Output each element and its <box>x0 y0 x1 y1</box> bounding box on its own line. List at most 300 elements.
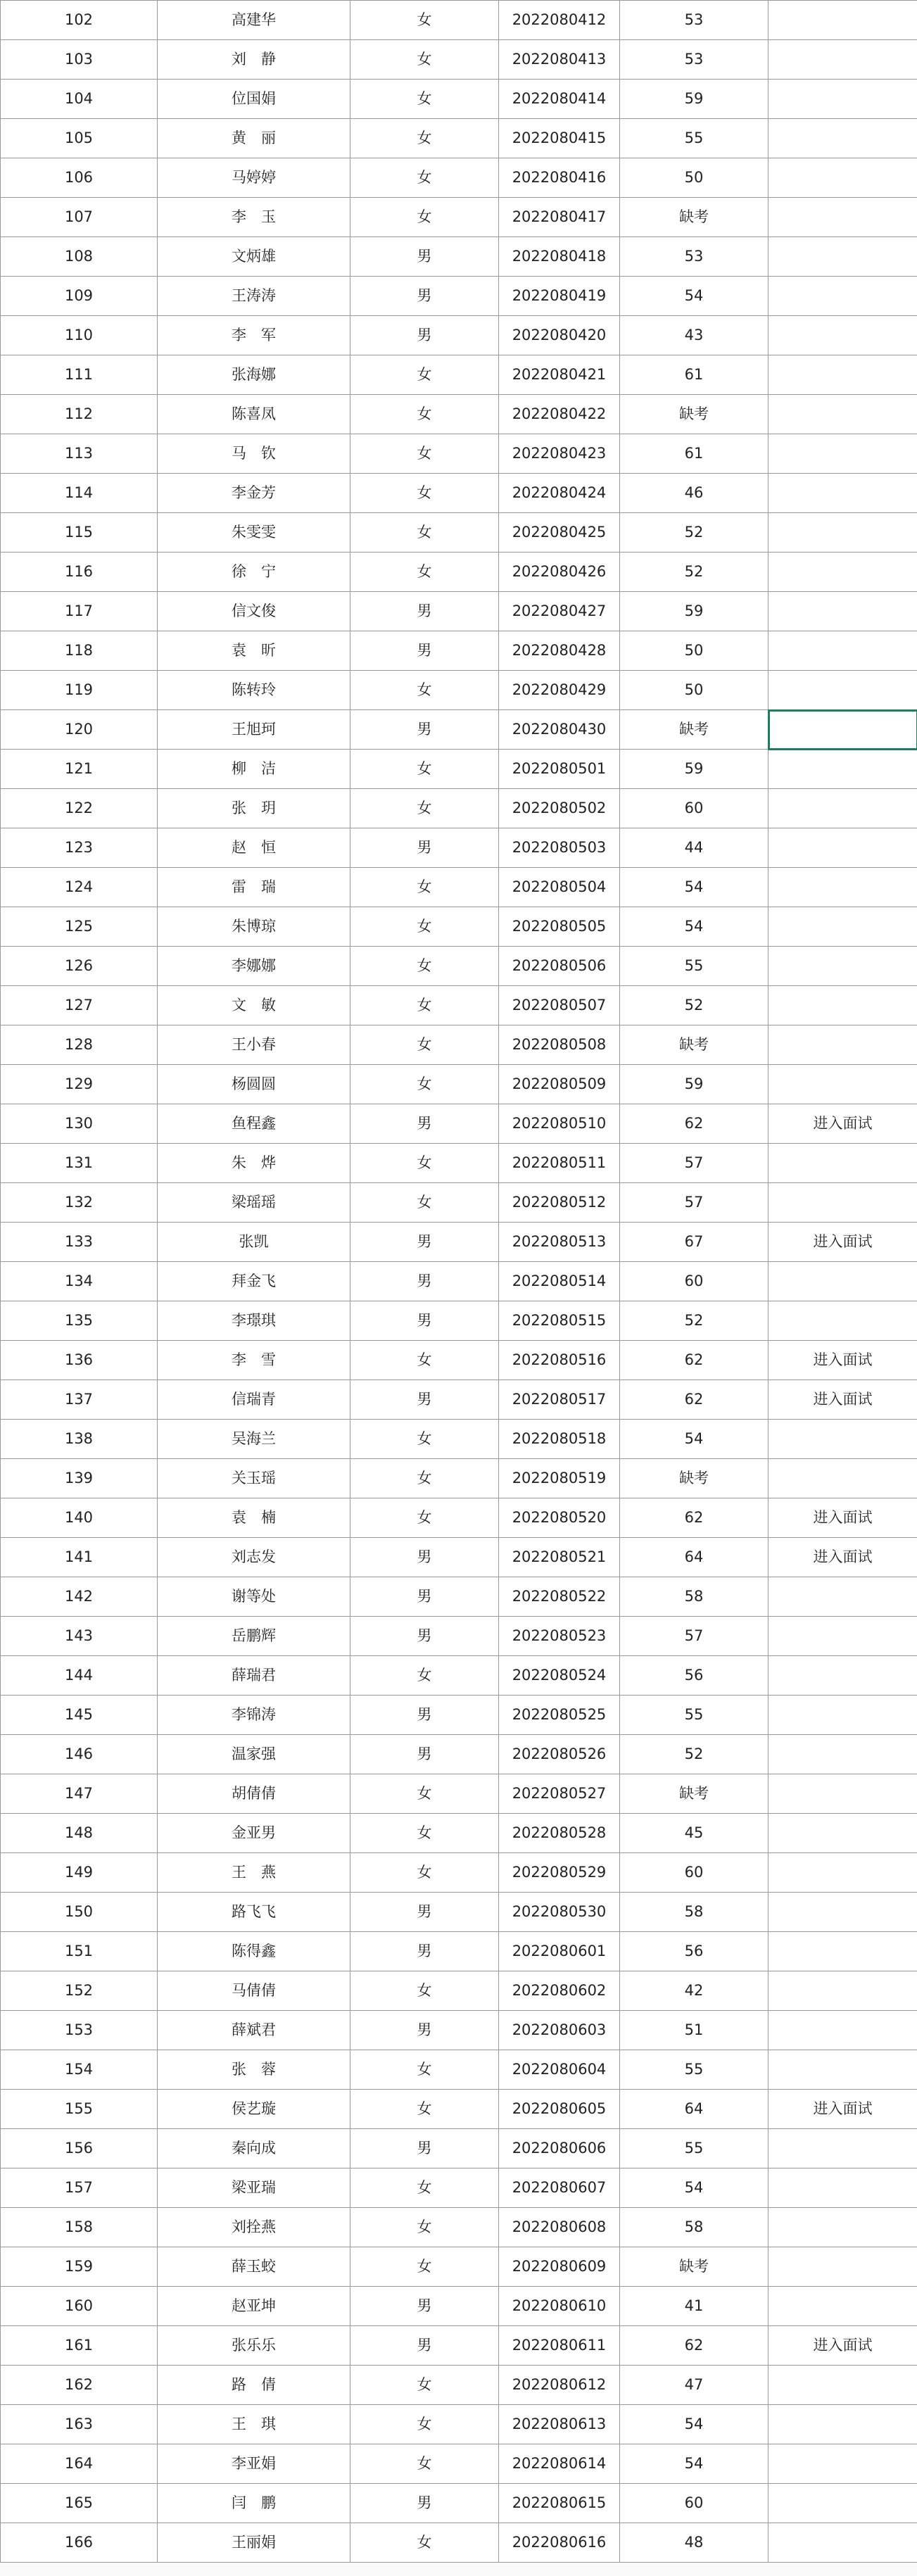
exam-number-cell[interactable]: 2022080528 <box>499 1814 620 1853</box>
gender-cell[interactable]: 女 <box>350 2090 499 2129</box>
exam-number-cell[interactable]: 2022080610 <box>499 2287 620 2326</box>
name-cell[interactable]: 张海娜 <box>158 355 350 395</box>
exam-number-cell[interactable]: 2022080424 <box>499 474 620 513</box>
score-cell[interactable]: 54 <box>620 868 769 907</box>
seq-cell[interactable]: 114 <box>1 474 158 513</box>
exam-number-cell[interactable]: 2022080603 <box>499 2011 620 2050</box>
score-cell[interactable]: 52 <box>620 513 769 553</box>
gender-cell[interactable]: 女 <box>350 1341 499 1380</box>
gender-cell[interactable]: 女 <box>350 513 499 553</box>
seq-cell[interactable]: 159 <box>1 2247 158 2287</box>
exam-number-cell[interactable]: 2022080609 <box>499 2247 620 2287</box>
exam-number-cell[interactable]: 2022080426 <box>499 553 620 592</box>
gender-cell[interactable]: 男 <box>350 2484 499 2523</box>
seq-cell[interactable]: 130 <box>1 1104 158 1144</box>
score-cell[interactable]: 62 <box>620 2326 769 2366</box>
seq-cell[interactable]: 143 <box>1 1617 158 1656</box>
seq-cell[interactable]: 112 <box>1 395 158 434</box>
seq-cell[interactable]: 106 <box>1 158 158 198</box>
gender-cell[interactable]: 女 <box>350 789 499 828</box>
score-cell[interactable]: 50 <box>620 631 769 671</box>
gender-cell[interactable]: 女 <box>350 1971 499 2011</box>
exam-number-cell[interactable]: 2022080517 <box>499 1380 620 1420</box>
score-cell[interactable]: 62 <box>620 1380 769 1420</box>
gender-cell[interactable]: 女 <box>350 750 499 789</box>
seq-cell[interactable]: 126 <box>1 947 158 986</box>
score-cell[interactable]: 44 <box>620 828 769 868</box>
remark-cell[interactable] <box>769 198 917 237</box>
name-cell[interactable]: 朱 烨 <box>158 1144 350 1183</box>
gender-cell[interactable]: 女 <box>350 395 499 434</box>
gender-cell[interactable]: 男 <box>350 1577 499 1617</box>
gender-cell[interactable]: 男 <box>350 2326 499 2366</box>
name-cell[interactable]: 袁 楠 <box>158 1498 350 1538</box>
remark-cell[interactable] <box>769 1301 917 1341</box>
name-cell[interactable]: 赵亚坤 <box>158 2287 350 2326</box>
seq-cell[interactable]: 160 <box>1 2287 158 2326</box>
seq-cell[interactable]: 124 <box>1 868 158 907</box>
exam-number-cell[interactable]: 2022080501 <box>499 750 620 789</box>
seq-cell[interactable]: 122 <box>1 789 158 828</box>
remark-cell[interactable] <box>769 2405 917 2444</box>
name-cell[interactable]: 薛瑞君 <box>158 1656 350 1696</box>
gender-cell[interactable]: 女 <box>350 434 499 474</box>
score-cell[interactable]: 42 <box>620 1971 769 2011</box>
gender-cell[interactable]: 男 <box>350 1223 499 1262</box>
name-cell[interactable]: 信瑞青 <box>158 1380 350 1420</box>
score-cell[interactable]: 56 <box>620 1656 769 1696</box>
remark-cell[interactable] <box>769 1065 917 1104</box>
name-cell[interactable]: 胡倩倩 <box>158 1774 350 1814</box>
exam-number-cell[interactable]: 2022080614 <box>499 2444 620 2484</box>
name-cell[interactable]: 岳鹏辉 <box>158 1617 350 1656</box>
name-cell[interactable]: 谢等处 <box>158 1577 350 1617</box>
seq-cell[interactable]: 153 <box>1 2011 158 2050</box>
score-cell[interactable]: 缺考 <box>620 2247 769 2287</box>
remark-cell[interactable] <box>769 2208 917 2247</box>
remark-cell[interactable] <box>769 277 917 316</box>
seq-cell[interactable]: 138 <box>1 1420 158 1459</box>
remark-cell[interactable] <box>769 1617 917 1656</box>
name-cell[interactable]: 徐 宁 <box>158 553 350 592</box>
name-cell[interactable]: 陈转玲 <box>158 671 350 710</box>
remark-cell[interactable] <box>769 316 917 355</box>
remark-cell[interactable] <box>769 40 917 80</box>
seq-cell[interactable]: 123 <box>1 828 158 868</box>
name-cell[interactable]: 王涛涛 <box>158 277 350 316</box>
exam-number-cell[interactable]: 2022080507 <box>499 986 620 1025</box>
remark-cell[interactable] <box>769 2523 917 2563</box>
name-cell[interactable]: 张 蓉 <box>158 2050 350 2090</box>
remark-cell[interactable] <box>769 789 917 828</box>
name-cell[interactable]: 张 玥 <box>158 789 350 828</box>
score-cell[interactable]: 59 <box>620 750 769 789</box>
score-cell[interactable]: 50 <box>620 671 769 710</box>
score-cell[interactable]: 59 <box>620 1065 769 1104</box>
remark-cell[interactable] <box>769 592 917 631</box>
name-cell[interactable]: 闫 鹏 <box>158 2484 350 2523</box>
remark-cell[interactable] <box>769 119 917 158</box>
score-cell[interactable]: 缺考 <box>620 1025 769 1065</box>
exam-number-cell[interactable]: 2022080509 <box>499 1065 620 1104</box>
score-cell[interactable]: 55 <box>620 2129 769 2168</box>
score-cell[interactable]: 58 <box>620 2208 769 2247</box>
remark-cell[interactable] <box>769 1459 917 1498</box>
exam-number-cell[interactable]: 2022080417 <box>499 198 620 237</box>
score-cell[interactable]: 52 <box>620 1301 769 1341</box>
seq-cell[interactable]: 128 <box>1 1025 158 1065</box>
gender-cell[interactable]: 女 <box>350 158 499 198</box>
exam-number-cell[interactable]: 2022080502 <box>499 789 620 828</box>
score-cell[interactable]: 61 <box>620 355 769 395</box>
gender-cell[interactable]: 男 <box>350 1617 499 1656</box>
name-cell[interactable]: 朱雯雯 <box>158 513 350 553</box>
remark-cell[interactable] <box>769 2247 917 2287</box>
remark-cell[interactable] <box>769 158 917 198</box>
name-cell[interactable]: 位国娟 <box>158 80 350 119</box>
remark-cell[interactable] <box>769 947 917 986</box>
remark-cell[interactable] <box>769 1420 917 1459</box>
score-cell[interactable]: 45 <box>620 1814 769 1853</box>
gender-cell[interactable]: 女 <box>350 553 499 592</box>
remark-cell[interactable] <box>769 1971 917 2011</box>
name-cell[interactable]: 关玉瑶 <box>158 1459 350 1498</box>
name-cell[interactable]: 信文俊 <box>158 592 350 631</box>
exam-number-cell[interactable]: 2022080604 <box>499 2050 620 2090</box>
exam-number-cell[interactable]: 2022080612 <box>499 2366 620 2405</box>
exam-number-cell[interactable]: 2022080516 <box>499 1341 620 1380</box>
score-cell[interactable]: 缺考 <box>620 395 769 434</box>
remark-cell[interactable] <box>769 907 917 947</box>
seq-cell[interactable]: 125 <box>1 907 158 947</box>
remark-cell[interactable] <box>769 986 917 1025</box>
score-cell[interactable]: 67 <box>620 1223 769 1262</box>
seq-cell[interactable]: 157 <box>1 2168 158 2208</box>
exam-number-cell[interactable]: 2022080503 <box>499 828 620 868</box>
gender-cell[interactable]: 女 <box>350 474 499 513</box>
seq-cell[interactable]: 110 <box>1 316 158 355</box>
name-cell[interactable]: 梁亚瑞 <box>158 2168 350 2208</box>
name-cell[interactable]: 马倩倩 <box>158 1971 350 2011</box>
exam-number-cell[interactable]: 2022080613 <box>499 2405 620 2444</box>
exam-number-cell[interactable]: 2022080511 <box>499 1144 620 1183</box>
gender-cell[interactable]: 男 <box>350 592 499 631</box>
remark-cell[interactable] <box>769 1 917 40</box>
seq-cell[interactable]: 147 <box>1 1774 158 1814</box>
remark-cell[interactable] <box>769 1262 917 1301</box>
gender-cell[interactable]: 女 <box>350 2050 499 2090</box>
exam-number-cell[interactable]: 2022080510 <box>499 1104 620 1144</box>
seq-cell[interactable]: 121 <box>1 750 158 789</box>
score-cell[interactable]: 51 <box>620 2011 769 2050</box>
score-cell[interactable]: 57 <box>620 1144 769 1183</box>
exam-number-cell[interactable]: 2022080601 <box>499 1932 620 1971</box>
remark-cell[interactable]: 进入面试 <box>769 2090 917 2129</box>
gender-cell[interactable]: 女 <box>350 947 499 986</box>
remark-cell[interactable] <box>769 2287 917 2326</box>
remark-cell[interactable] <box>769 1183 917 1223</box>
exam-number-cell[interactable]: 2022080420 <box>499 316 620 355</box>
seq-cell[interactable]: 132 <box>1 1183 158 1223</box>
score-cell[interactable]: 52 <box>620 553 769 592</box>
seq-cell[interactable]: 107 <box>1 198 158 237</box>
name-cell[interactable]: 李 军 <box>158 316 350 355</box>
score-cell[interactable]: 缺考 <box>620 1459 769 1498</box>
remark-cell[interactable] <box>769 355 917 395</box>
name-cell[interactable]: 刘 静 <box>158 40 350 80</box>
score-cell[interactable]: 53 <box>620 1 769 40</box>
name-cell[interactable]: 刘志发 <box>158 1538 350 1577</box>
score-cell[interactable]: 54 <box>620 277 769 316</box>
name-cell[interactable]: 王旭珂 <box>158 710 350 750</box>
gender-cell[interactable]: 女 <box>350 1 499 40</box>
gender-cell[interactable]: 男 <box>350 2287 499 2326</box>
gender-cell[interactable]: 男 <box>350 1262 499 1301</box>
seq-cell[interactable]: 129 <box>1 1065 158 1104</box>
name-cell[interactable]: 刘拴燕 <box>158 2208 350 2247</box>
remark-cell[interactable] <box>769 237 917 277</box>
remark-cell[interactable] <box>769 1577 917 1617</box>
gender-cell[interactable]: 女 <box>350 1814 499 1853</box>
exam-number-cell[interactable]: 2022080413 <box>499 40 620 80</box>
score-cell[interactable]: 53 <box>620 237 769 277</box>
seq-cell[interactable]: 115 <box>1 513 158 553</box>
exam-number-cell[interactable]: 2022080515 <box>499 1301 620 1341</box>
gender-cell[interactable]: 女 <box>350 2247 499 2287</box>
seq-cell[interactable]: 142 <box>1 1577 158 1617</box>
remark-cell[interactable] <box>769 513 917 553</box>
gender-cell[interactable]: 男 <box>350 1735 499 1774</box>
exam-number-cell[interactable]: 2022080412 <box>499 1 620 40</box>
gender-cell[interactable]: 女 <box>350 80 499 119</box>
score-cell[interactable]: 64 <box>620 2090 769 2129</box>
gender-cell[interactable]: 女 <box>350 2168 499 2208</box>
exam-number-cell[interactable]: 2022080422 <box>499 395 620 434</box>
seq-cell[interactable]: 154 <box>1 2050 158 2090</box>
exam-number-cell[interactable]: 2022080525 <box>499 1696 620 1735</box>
score-cell[interactable]: 54 <box>620 2168 769 2208</box>
name-cell[interactable]: 陈喜凤 <box>158 395 350 434</box>
exam-number-cell[interactable]: 2022080418 <box>499 237 620 277</box>
gender-cell[interactable]: 男 <box>350 2011 499 2050</box>
remark-cell[interactable]: 进入面试 <box>769 1380 917 1420</box>
exam-number-cell[interactable]: 2022080527 <box>499 1774 620 1814</box>
gender-cell[interactable]: 女 <box>350 868 499 907</box>
exam-number-cell[interactable]: 2022080427 <box>499 592 620 631</box>
remark-cell[interactable] <box>769 474 917 513</box>
seq-cell[interactable]: 156 <box>1 2129 158 2168</box>
seq-cell[interactable]: 161 <box>1 2326 158 2366</box>
remark-cell[interactable] <box>769 828 917 868</box>
name-cell[interactable]: 文炳雄 <box>158 237 350 277</box>
gender-cell[interactable]: 女 <box>350 119 499 158</box>
name-cell[interactable]: 李金芳 <box>158 474 350 513</box>
exam-number-cell[interactable]: 2022080611 <box>499 2326 620 2366</box>
gender-cell[interactable]: 女 <box>350 1656 499 1696</box>
exam-number-cell[interactable]: 2022080429 <box>499 671 620 710</box>
exam-number-cell[interactable]: 2022080430 <box>499 710 620 750</box>
remark-cell[interactable] <box>769 80 917 119</box>
seq-cell[interactable]: 158 <box>1 2208 158 2247</box>
gender-cell[interactable]: 女 <box>350 40 499 80</box>
score-cell[interactable]: 62 <box>620 1341 769 1380</box>
seq-cell[interactable]: 149 <box>1 1853 158 1893</box>
name-cell[interactable]: 鱼程鑫 <box>158 1104 350 1144</box>
seq-cell[interactable]: 148 <box>1 1814 158 1853</box>
seq-cell[interactable]: 134 <box>1 1262 158 1301</box>
score-cell[interactable]: 52 <box>620 1735 769 1774</box>
name-cell[interactable]: 袁 昕 <box>158 631 350 671</box>
seq-cell[interactable]: 120 <box>1 710 158 750</box>
score-cell[interactable]: 54 <box>620 2405 769 2444</box>
exam-number-cell[interactable]: 2022080606 <box>499 2129 620 2168</box>
name-cell[interactable]: 朱博琼 <box>158 907 350 947</box>
seq-cell[interactable]: 144 <box>1 1656 158 1696</box>
name-cell[interactable]: 吴海兰 <box>158 1420 350 1459</box>
name-cell[interactable]: 王 琪 <box>158 2405 350 2444</box>
remark-cell[interactable] <box>769 1853 917 1893</box>
name-cell[interactable]: 梁瑶瑶 <box>158 1183 350 1223</box>
gender-cell[interactable]: 男 <box>350 1380 499 1420</box>
score-cell[interactable]: 缺考 <box>620 1774 769 1814</box>
remark-cell[interactable] <box>769 1735 917 1774</box>
remark-cell[interactable] <box>769 2050 917 2090</box>
exam-number-cell[interactable]: 2022080607 <box>499 2168 620 2208</box>
name-cell[interactable]: 张乐乐 <box>158 2326 350 2366</box>
seq-cell[interactable]: 131 <box>1 1144 158 1183</box>
gender-cell[interactable]: 男 <box>350 828 499 868</box>
seq-cell[interactable]: 166 <box>1 2523 158 2563</box>
exam-number-cell[interactable]: 2022080521 <box>499 1538 620 1577</box>
score-cell[interactable]: 41 <box>620 2287 769 2326</box>
gender-cell[interactable]: 男 <box>350 2129 499 2168</box>
score-cell[interactable]: 46 <box>620 474 769 513</box>
seq-cell[interactable]: 150 <box>1 1893 158 1932</box>
seq-cell[interactable]: 136 <box>1 1341 158 1380</box>
exam-number-cell[interactable]: 2022080414 <box>499 80 620 119</box>
score-cell[interactable]: 62 <box>620 1104 769 1144</box>
exam-number-cell[interactable]: 2022080524 <box>499 1656 620 1696</box>
exam-number-cell[interactable]: 2022080616 <box>499 2523 620 2563</box>
remark-cell[interactable] <box>769 1144 917 1183</box>
exam-number-cell[interactable]: 2022080513 <box>499 1223 620 1262</box>
name-cell[interactable]: 路飞飞 <box>158 1893 350 1932</box>
seq-cell[interactable]: 118 <box>1 631 158 671</box>
exam-number-cell[interactable]: 2022080518 <box>499 1420 620 1459</box>
seq-cell[interactable]: 151 <box>1 1932 158 1971</box>
exam-number-cell[interactable]: 2022080506 <box>499 947 620 986</box>
gender-cell[interactable]: 女 <box>350 2405 499 2444</box>
exam-number-cell[interactable]: 2022080425 <box>499 513 620 553</box>
score-cell[interactable]: 57 <box>620 1617 769 1656</box>
name-cell[interactable]: 秦向成 <box>158 2129 350 2168</box>
remark-cell[interactable]: 进入面试 <box>769 1341 917 1380</box>
seq-cell[interactable]: 162 <box>1 2366 158 2405</box>
remark-cell[interactable] <box>769 1656 917 1696</box>
exam-number-cell[interactable]: 2022080423 <box>499 434 620 474</box>
gender-cell[interactable]: 男 <box>350 1104 499 1144</box>
name-cell[interactable]: 王丽娟 <box>158 2523 350 2563</box>
gender-cell[interactable]: 女 <box>350 986 499 1025</box>
name-cell[interactable]: 赵 恒 <box>158 828 350 868</box>
name-cell[interactable]: 雷 瑞 <box>158 868 350 907</box>
remark-cell[interactable] <box>769 434 917 474</box>
exam-number-cell[interactable]: 2022080615 <box>499 2484 620 2523</box>
gender-cell[interactable]: 女 <box>350 907 499 947</box>
score-cell[interactable]: 60 <box>620 1262 769 1301</box>
name-cell[interactable]: 李 雪 <box>158 1341 350 1380</box>
seq-cell[interactable]: 152 <box>1 1971 158 2011</box>
name-cell[interactable]: 陈得鑫 <box>158 1932 350 1971</box>
score-cell[interactable]: 60 <box>620 789 769 828</box>
name-cell[interactable]: 李璟琪 <box>158 1301 350 1341</box>
remark-cell[interactable]: 进入面试 <box>769 2326 917 2366</box>
exam-number-cell[interactable]: 2022080416 <box>499 158 620 198</box>
name-cell[interactable]: 文 敏 <box>158 986 350 1025</box>
remark-cell[interactable] <box>769 2168 917 2208</box>
name-cell[interactable]: 张凯 <box>158 1223 350 1262</box>
seq-cell[interactable]: 108 <box>1 237 158 277</box>
name-cell[interactable]: 马 钦 <box>158 434 350 474</box>
score-cell[interactable]: 59 <box>620 592 769 631</box>
name-cell[interactable]: 高建华 <box>158 1 350 40</box>
seq-cell[interactable]: 164 <box>1 2444 158 2484</box>
gender-cell[interactable]: 女 <box>350 671 499 710</box>
seq-cell[interactable]: 163 <box>1 2405 158 2444</box>
gender-cell[interactable]: 女 <box>350 2208 499 2247</box>
seq-cell[interactable]: 137 <box>1 1380 158 1420</box>
remark-cell[interactable] <box>769 2129 917 2168</box>
name-cell[interactable]: 柳 洁 <box>158 750 350 789</box>
seq-cell[interactable]: 139 <box>1 1459 158 1498</box>
gender-cell[interactable]: 女 <box>350 355 499 395</box>
name-cell[interactable]: 薛斌君 <box>158 2011 350 2050</box>
score-cell[interactable]: 47 <box>620 2366 769 2405</box>
gender-cell[interactable]: 男 <box>350 1893 499 1932</box>
name-cell[interactable]: 李锦涛 <box>158 1696 350 1735</box>
gender-cell[interactable]: 男 <box>350 1538 499 1577</box>
gender-cell[interactable]: 女 <box>350 1144 499 1183</box>
remark-cell[interactable]: 进入面试 <box>769 1223 917 1262</box>
remark-cell[interactable] <box>769 395 917 434</box>
gender-cell[interactable]: 男 <box>350 631 499 671</box>
exam-number-cell[interactable]: 2022080419 <box>499 277 620 316</box>
seq-cell[interactable]: 117 <box>1 592 158 631</box>
gender-cell[interactable]: 男 <box>350 710 499 750</box>
score-cell[interactable]: 57 <box>620 1183 769 1223</box>
name-cell[interactable]: 李亚娟 <box>158 2444 350 2484</box>
score-cell[interactable]: 缺考 <box>620 710 769 750</box>
remark-cell[interactable] <box>769 2484 917 2523</box>
name-cell[interactable]: 路 倩 <box>158 2366 350 2405</box>
gender-cell[interactable]: 男 <box>350 1932 499 1971</box>
name-cell[interactable]: 杨圆圆 <box>158 1065 350 1104</box>
seq-cell[interactable]: 113 <box>1 434 158 474</box>
exam-number-cell[interactable]: 2022080608 <box>499 2208 620 2247</box>
score-cell[interactable]: 60 <box>620 2484 769 2523</box>
seq-cell[interactable]: 155 <box>1 2090 158 2129</box>
score-cell[interactable]: 58 <box>620 1893 769 1932</box>
gender-cell[interactable]: 女 <box>350 1774 499 1814</box>
gender-cell[interactable]: 女 <box>350 198 499 237</box>
name-cell[interactable]: 薛玉蛟 <box>158 2247 350 2287</box>
seq-cell[interactable]: 116 <box>1 553 158 592</box>
exam-number-cell[interactable]: 2022080605 <box>499 2090 620 2129</box>
gender-cell[interactable]: 女 <box>350 2444 499 2484</box>
seq-cell[interactable]: 146 <box>1 1735 158 1774</box>
remark-cell[interactable] <box>769 1932 917 1971</box>
exam-number-cell[interactable]: 2022080522 <box>499 1577 620 1617</box>
